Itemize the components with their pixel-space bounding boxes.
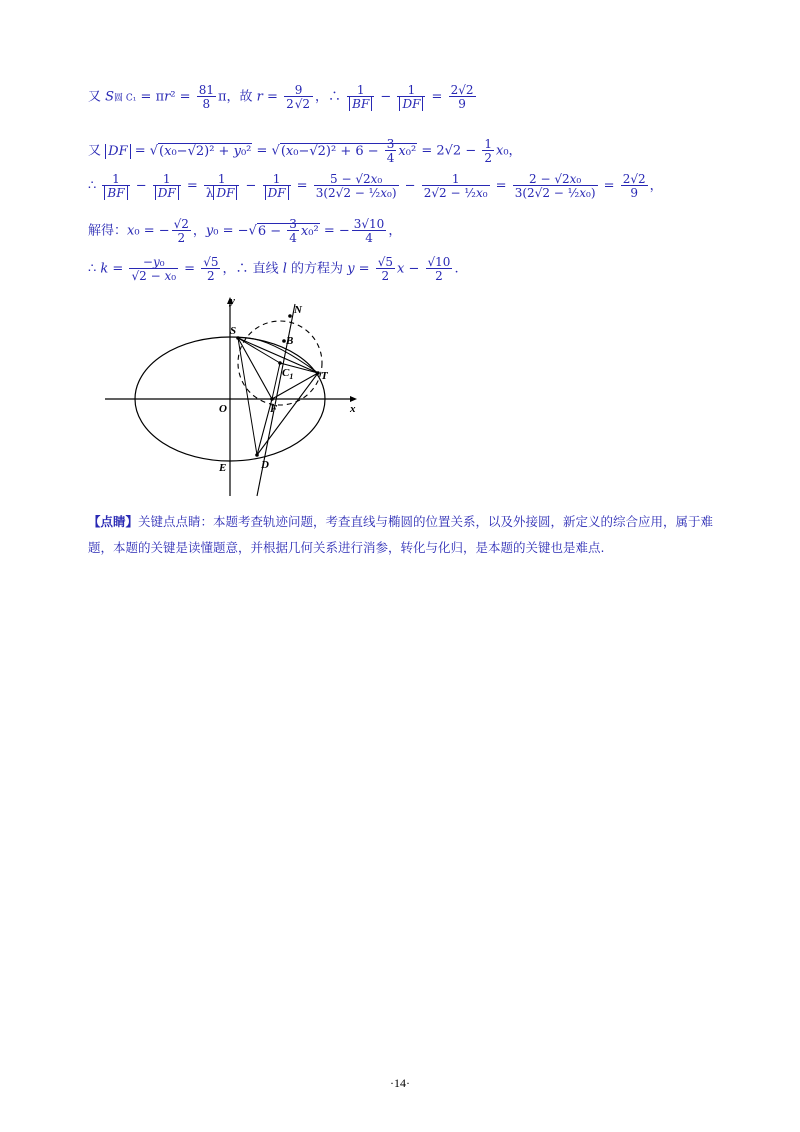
math-line-5: ∴ k = $\frac{\text{−y₀}}{\text{√2 − x₀}}$ = $\frac{√5}{2}$ ，∴ 直线 l 的方程为 y = $\frac{√5}{2}$ x − $\frac{√10}{2}$ . xyxy=(88,255,459,283)
ellipse-figure xyxy=(100,296,370,501)
key-point-note xyxy=(88,509,728,561)
label-f: F xyxy=(270,403,278,415)
segment-td xyxy=(257,373,318,455)
segment-sc1 xyxy=(238,338,280,363)
label-y: y xyxy=(230,296,235,307)
label-x: x xyxy=(350,403,356,415)
label-s: S xyxy=(230,325,237,337)
point-f xyxy=(270,397,274,401)
segment-st xyxy=(238,338,318,373)
point-s xyxy=(236,336,240,340)
label-t: T xyxy=(321,370,328,382)
point-n xyxy=(288,314,292,318)
point-c1 xyxy=(278,361,282,365)
segment-fc1 xyxy=(272,363,280,399)
label-c1: $C_1$ xyxy=(282,367,294,381)
note-head: 【点睛】 xyxy=(88,514,139,529)
page-number: ·14· xyxy=(390,1076,410,1090)
math-line-3: ∴ $\frac{1}{BF}$ − $\frac{1}{DF}$ = $\frac{1}{\text{λ DF}}$ − $\frac{1}{DF}$ = $\frac{\text{5 − √2x₀}}{\text{3(2√2 − ½x₀)}}$ − $\frac{1}{\text{2√2 − ½x₀}}$ = $\frac{\text{2 − √2x₀}}{\text{3(2√2 − ½x₀)}}$ = $\frac{2√2}{9}$ ， xyxy=(88,172,663,200)
label-d: D xyxy=(261,459,269,471)
label-b: B xyxy=(286,335,294,347)
math-line-2: 又 DF = √(x₀−√2)² + y₀² = √(x₀−√2)² + 6 − $\frac{3}{4}$ x₀² = 2√2 − $\frac{1}{2}$ x₀， xyxy=(88,137,522,165)
math-line-4: 解得：x₀ = − $\frac{√2}{2}$ ，y₀ = −√6 − $\frac{3}{4}$ x₀² = − $\frac{3√10}{4}$ ， xyxy=(88,217,402,245)
note-text: 关键点点睛：本题考查轨迹问题，考查直线与椭圆的位置关系，以及外接圆，新定义的综合应用，属于难题，本题的关键是读懂题意，并根据几何关系进行消参，转化与化归，是本题的关键也是难点. xyxy=(88,514,714,555)
point-t xyxy=(316,371,320,375)
point-d xyxy=(255,453,259,457)
math-line-1: 又 S圆 C₁ = πr² = $\frac{81}{8}$ π，故 r = $\frac{9}{2√2}$ ，∴ $\frac{1}{BF}$ − $\frac{1}{DF}$ = $\frac{2√2}{9}$ xyxy=(88,83,474,111)
x-axis-arrow xyxy=(350,396,357,402)
label-o: O xyxy=(219,403,227,415)
label-n: N xyxy=(294,304,302,316)
label-e: E xyxy=(219,462,227,474)
